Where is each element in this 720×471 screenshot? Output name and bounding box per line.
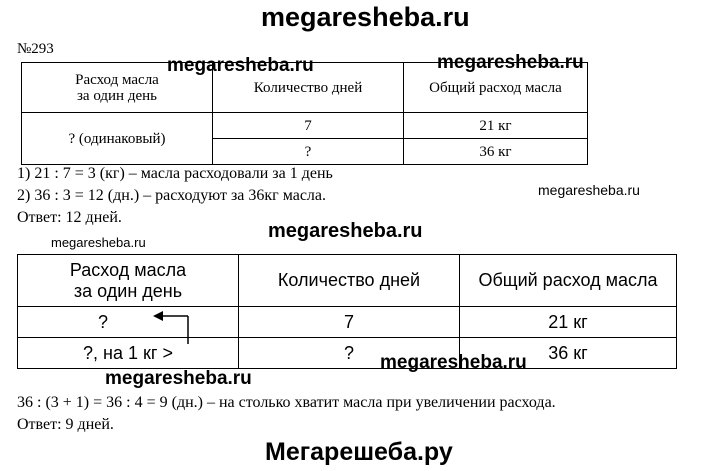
- t2-header-rate-line2: за один день: [73, 280, 183, 301]
- t1-rate-cell: ? (одинаковый): [22, 113, 213, 165]
- problem-number: №293: [17, 41, 54, 57]
- solution1-answer: Ответ: 12 дней.: [17, 209, 122, 226]
- t2-header-total: Общий расход масла: [460, 255, 677, 307]
- solution2-answer: Ответ: 9 дней.: [17, 416, 114, 433]
- watermark-table1-b: megaresheba.ru: [437, 52, 584, 73]
- watermark-top: megaresheba.ru: [261, 2, 470, 32]
- table-1: [21, 62, 588, 165]
- watermark-bottom: Мегарешеба.ру: [265, 438, 453, 466]
- t2-row2-days: ?: [239, 338, 460, 369]
- t2-row1-rate: [18, 307, 239, 338]
- t1-row1-days: 7: [213, 113, 404, 139]
- solution1-step2: 2) 36 : 3 = 12 (дн.) – расходуют за 36кг масла.: [17, 187, 327, 204]
- t1-header-days: Количество дней: [213, 63, 404, 113]
- t2-row1-days: 7: [239, 307, 460, 338]
- t2-row2-total: 36 кг: [460, 338, 677, 369]
- t1-header-rate-line1: Расход масла: [75, 71, 159, 88]
- watermark-table2: megaresheba.ru: [380, 352, 527, 373]
- watermark-table1-a: megaresheba.ru: [167, 55, 314, 76]
- t2-header-days: Количество дней: [239, 255, 460, 307]
- solution1-step1: 1) 21 : 7 = 3 (кг) – масла расходовали за 1 день: [17, 165, 333, 182]
- t2-row1-rate-text: ?: [97, 311, 108, 332]
- t1-row1-total: 21 кг: [404, 113, 588, 139]
- watermark-below-table2: megaresheba.ru: [105, 368, 252, 389]
- t2-header-rate-line1: Расход масла: [69, 259, 187, 280]
- t1-row2-days: ?: [213, 139, 404, 165]
- t1-header-rate-line2: за один день: [77, 87, 157, 104]
- watermark-mid: megaresheba.ru: [268, 220, 423, 242]
- t2-header-rate: [18, 255, 239, 307]
- t2-row1-total: 21 кг: [460, 307, 677, 338]
- t1-header-total: Общий расход масла: [404, 63, 588, 113]
- table-2: [17, 254, 677, 369]
- watermark-side: megaresheba.ru: [538, 182, 640, 198]
- t2-row2-rate: ?, на 1 кг >: [18, 338, 239, 369]
- arrow-icon: [150, 308, 200, 348]
- solution2-step1: 36 : (3 + 1) = 36 : 4 = 9 (дн.) – на столько хватит масла при увеличении расхода.: [17, 394, 556, 411]
- t1-row2-total: 36 кг: [404, 139, 588, 165]
- watermark-left-small: megaresheba.ru: [51, 235, 146, 250]
